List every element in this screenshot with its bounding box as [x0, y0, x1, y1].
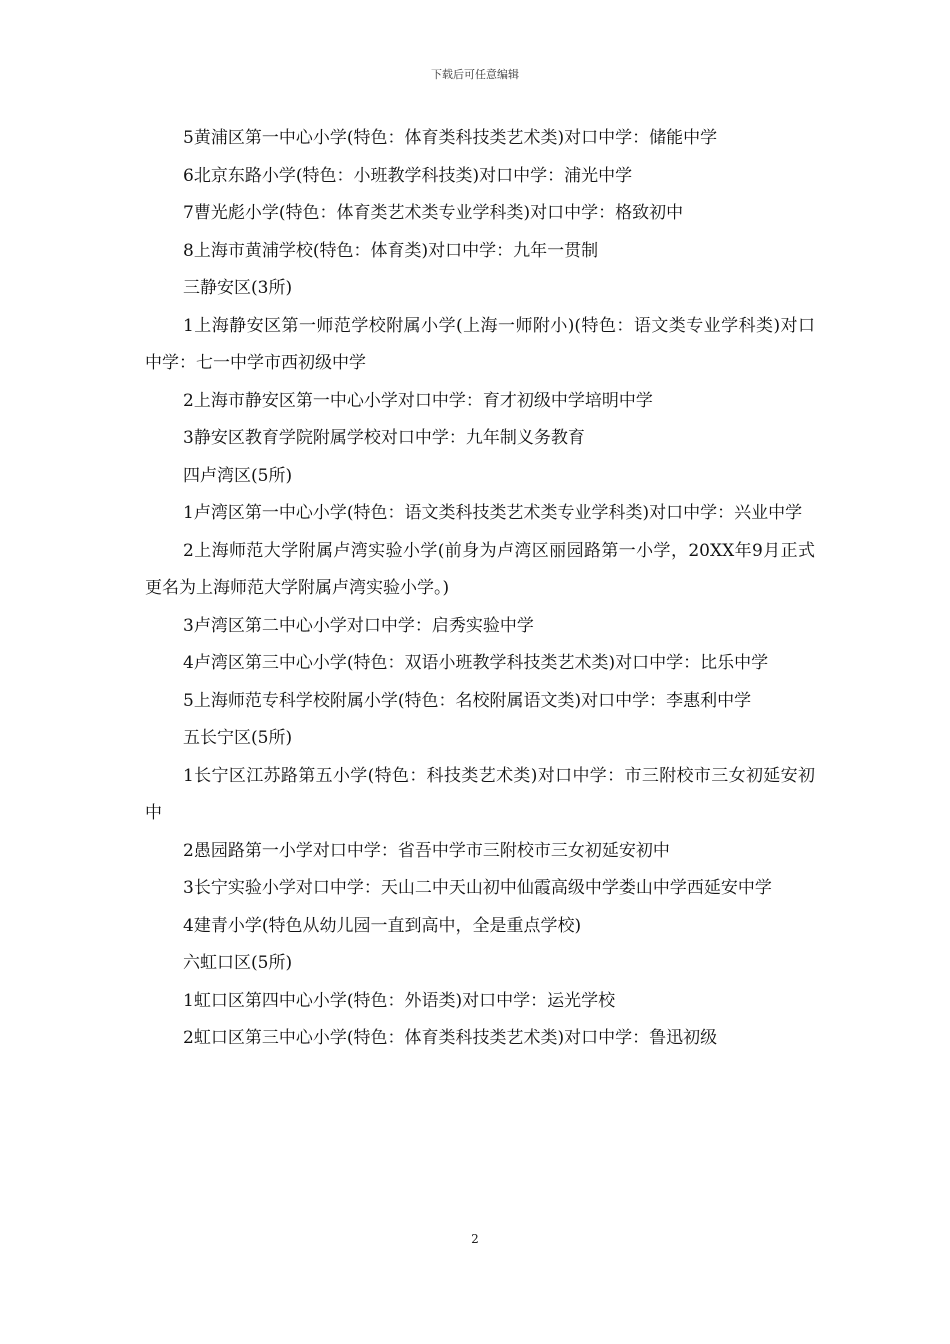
section-heading: 六虹口区(5所)	[183, 953, 293, 973]
paragraph: 2虹口区第三中心小学(特色：体育类科技类艺术类)对口中学：鲁迅初级	[183, 1028, 718, 1048]
section-heading: 五长宁区(5所)	[183, 728, 293, 748]
paragraph: 5上海师范专科学校附属小学(特色：名校附属语文类)对口中学：李惠利中学	[183, 690, 752, 711]
paragraph: 1卢湾区第一中心小学(特色：语文类科技类艺术类专业学科类)对口中学：兴业中学	[183, 503, 803, 523]
paragraph: 3静安区教育学院附属学校对口中学：九年制义务教育	[183, 428, 585, 448]
paragraph: 2上海师范大学附属卢湾实验小学(前身为卢湾区丽园路第一小学，20XX年9月正式更名为上海师范大学附属卢湾实验小学。)	[145, 540, 815, 598]
paragraph: 2愚园路第一小学对口中学：省吾中学市三附校市三女初延安初中	[183, 840, 670, 861]
paragraph: 5黄浦区第一中心小学(特色：体育类科技类艺术类)对口中学：储能中学	[183, 128, 718, 148]
document-body	[145, 120, 815, 1058]
paragraph: 3卢湾区第二中心小学对口中学：启秀实验中学	[183, 615, 534, 636]
section-heading: 四卢湾区(5所)	[183, 465, 293, 486]
page-header: 下载后可任意编辑	[431, 68, 519, 81]
paragraph: 7曹光彪小学(特色：体育类艺术类专业学科类)对口中学：格致初中	[183, 203, 684, 223]
paragraph: 8上海市黄浦学校(特色：体育类)对口中学：九年一贯制	[183, 240, 599, 261]
paragraph: 4卢湾区第三中心小学(特色：双语小班教学科技类艺术类)对口中学：比乐中学	[183, 653, 769, 673]
paragraph: 1虹口区第四中心小学(特色：外语类)对口中学：运光学校	[183, 990, 616, 1011]
paragraph: 6北京东路小学(特色：小班教学科技类)对口中学：浦光中学	[183, 165, 633, 186]
section-heading: 三静安区(3所)	[183, 278, 293, 298]
paragraph: 3长宁实验小学对口中学：天山二中天山初中仙霞高级中学娄山中学西延安中学	[183, 878, 772, 898]
paragraph: 1长宁区江苏路第五小学(特色：科技类艺术类)对口中学：市三附校市三女初延安初中	[145, 765, 815, 823]
paragraph: 1上海静安区第一师范学校附属小学(上海一师附小)(特色：语文类专业学科类)对口中学：七一中学市西初级中学	[145, 315, 815, 373]
page-number: 2	[471, 1232, 479, 1246]
paragraph: 4建青小学(特色从幼儿园一直到高中，全是重点学校)	[183, 915, 582, 936]
paragraph: 2上海市静安区第一中心小学对口中学：育才初级中学培明中学	[183, 390, 653, 411]
